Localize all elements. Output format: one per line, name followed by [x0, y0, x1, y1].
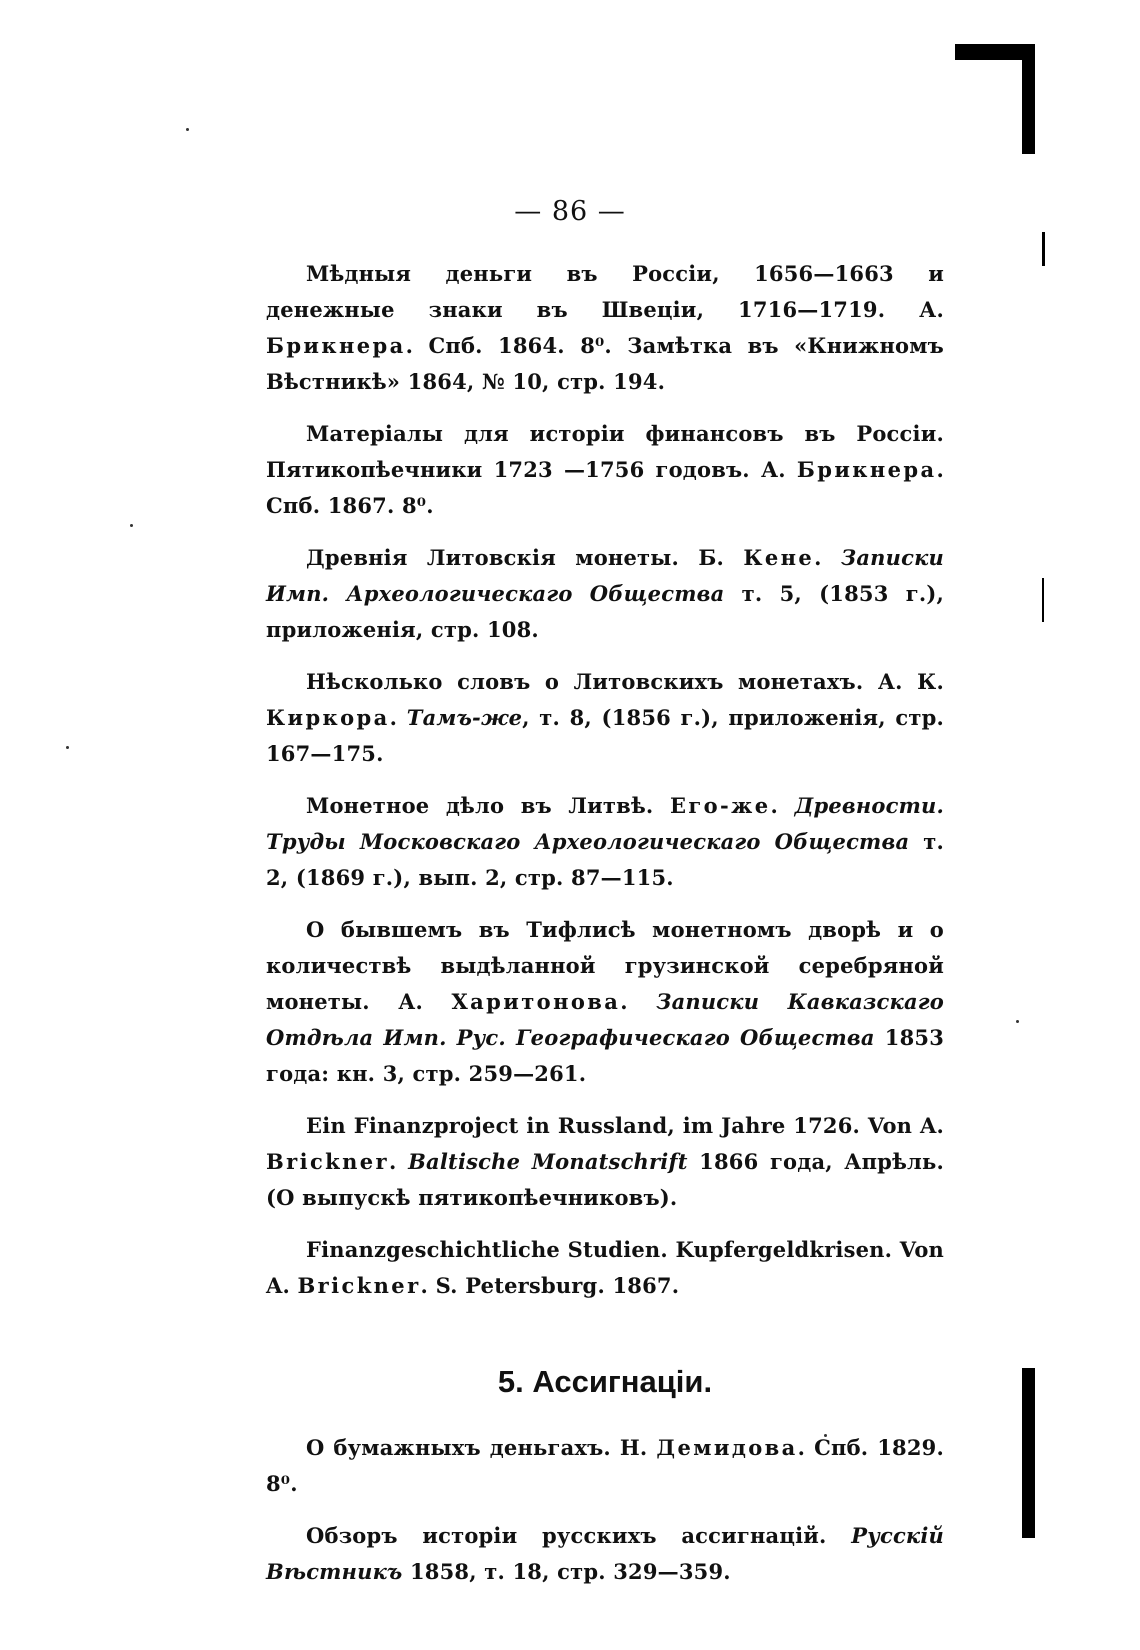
- bibliography-entry: Мѣдныя деньги въ Россіи, 1656—1663 и денежные знаки въ Швеціи, 1716—1719. А. Брикнера. Спб. 1864. 8⁰. Замѣтка въ «Книжномъ Вѣстникѣ» 1864, № 10, стр. 194.: [266, 261, 944, 394]
- scan-speck: [130, 524, 133, 527]
- scan-speck: [1016, 1020, 1019, 1023]
- scan-speck: [66, 746, 69, 749]
- section-heading: 5. Ассигнаціи.: [497, 1364, 713, 1399]
- scan-edge-mark-1: [1042, 232, 1045, 266]
- bibliography-entry: Нѣсколько словъ о Литовскихъ монетахъ. А. К. Киркора. Тамъ-же, т. 8, (1856 г.), приложенія, стр. 167—175.: [266, 669, 944, 766]
- bibliography-entry: Обзоръ исторіи русскихъ ассигнацій. Русскій Вѣстникъ 1858, т. 18, стр. 329—359.: [266, 1523, 944, 1584]
- bibliography-entry: Ein Finanzproject in Russland, im Jahre 1726. Von A. Brickner. Baltische Monatschrift 1866 года, Апрѣль. (О выпускѣ пятикопѣечниковъ).: [266, 1113, 945, 1210]
- bibliography-entry: Матеріалы для исторіи финансовъ въ Россіи. Пятикопѣечники 1723 —1756 годовъ. А. Брикнера. Спб. 1867. 8⁰.: [266, 421, 944, 518]
- bibliography-entry: О бумажныхъ деньгахъ. Н. Демидова. Спб. 1829. 8⁰.: [266, 1435, 944, 1496]
- scan-edge-mark-2: [1042, 578, 1044, 622]
- scan-edge-bottom-post: [1022, 1368, 1035, 1538]
- bibliography-list: [266, 256, 944, 1606]
- page-number: — 86 —: [514, 196, 626, 227]
- scan-edge-top-post: [1022, 44, 1035, 154]
- bibliography-entry: Древнія Литовскія монеты. Б. Кене. Записки Имп. Археологическаго Общества т. 5, (1853 г.), приложенія, стр. 108.: [266, 545, 944, 642]
- bibliography-entry: Монетное дѣло въ Литвѣ. Его-же. Древности. Труды Московскаго Археологическаго Общества т. 2, (1869 г.), вып. 2, стр. 87—115.: [266, 793, 944, 890]
- bibliography-entry: Finanzgeschichtliche Studien. Kupfergeldkrisen. Von A. Brickner. S. Petersburg. 1867.: [266, 1237, 944, 1298]
- bibliography-entry: О бывшемъ въ Тифлисѣ монетномъ дворѣ и о количествѣ выдѣланной грузинской серебряной монеты. А. Харитонова. Записки Кавказскаго Отдѣла Имп. Рус. Географическаго Общества 1853 года: кн. 3, стр. 259—261.: [266, 917, 945, 1086]
- scan-speck: [186, 128, 189, 131]
